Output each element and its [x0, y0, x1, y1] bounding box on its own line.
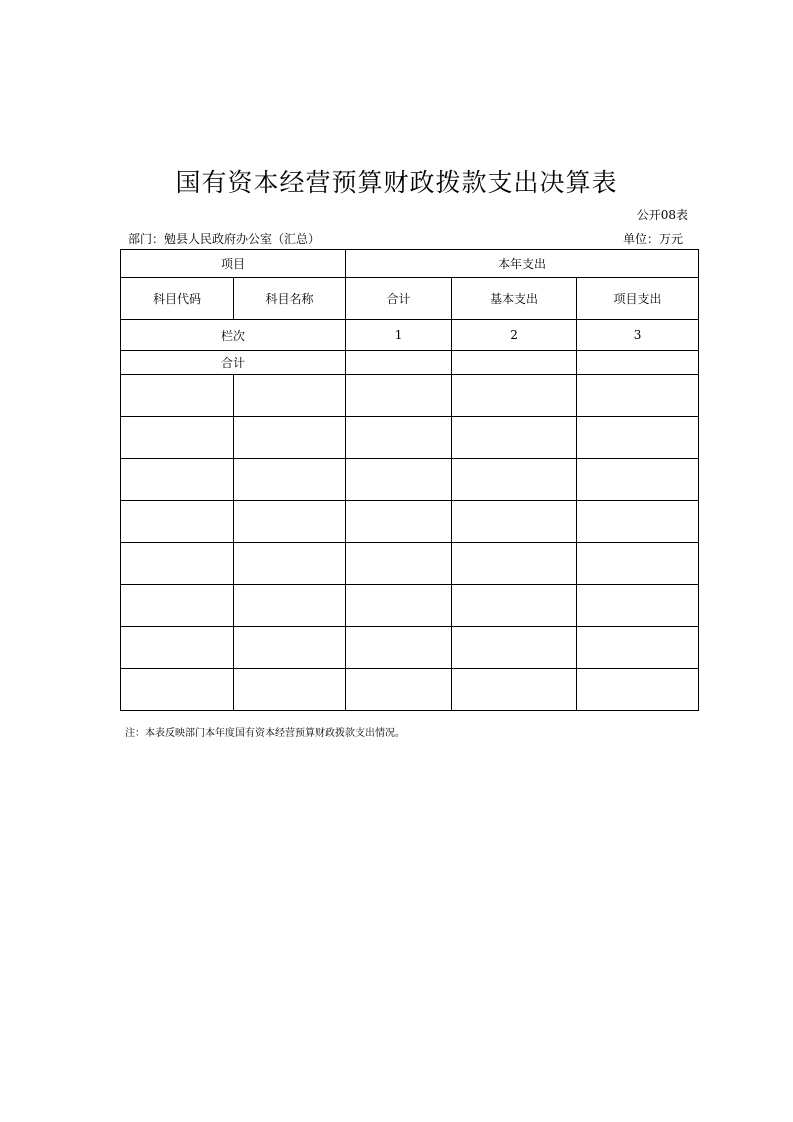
table-row: [121, 627, 699, 669]
unit-label: 单位：万元: [622, 232, 683, 246]
col-header-code: 科目代码: [121, 278, 234, 320]
header-row-2: [121, 278, 699, 320]
header-project: 项目: [121, 250, 346, 278]
header-row-1: [121, 250, 699, 278]
form-number: 公开08表: [636, 208, 688, 222]
header-current-year: 本年支出: [346, 250, 699, 278]
col-number-3: 3: [577, 320, 699, 351]
table-row: [121, 459, 699, 501]
column-number-row: [121, 320, 699, 351]
col-number-1: 1: [346, 320, 452, 351]
table-row: [121, 669, 699, 711]
page-title: 国有资本经营预算财政拨款支出决算表: [175, 168, 618, 197]
table-row: [121, 375, 699, 417]
col-header-project: 项目支出: [577, 278, 699, 320]
total-basic-cell: [452, 351, 577, 375]
col-number-2: 2: [452, 320, 577, 351]
total-cell: [346, 351, 452, 375]
total-row: [121, 351, 699, 375]
table-row: [121, 543, 699, 585]
table-row: [121, 501, 699, 543]
col-header-basic: 基本支出: [452, 278, 577, 320]
row-label-total: 合计: [121, 351, 346, 375]
table-row: [121, 417, 699, 459]
col-header-total: 合计: [346, 278, 452, 320]
table-row: [121, 585, 699, 627]
expenditure-table: [120, 249, 699, 711]
total-project-cell: [577, 351, 699, 375]
footnote: 注：本表反映部门本年度国有资本经营预算财政拨款支出情况。: [125, 728, 405, 739]
col-header-name: 科目名称: [234, 278, 346, 320]
department-label: 部门：勉县人民政府办公室（汇总）: [128, 232, 321, 246]
row-label-column: 栏次: [121, 320, 346, 351]
